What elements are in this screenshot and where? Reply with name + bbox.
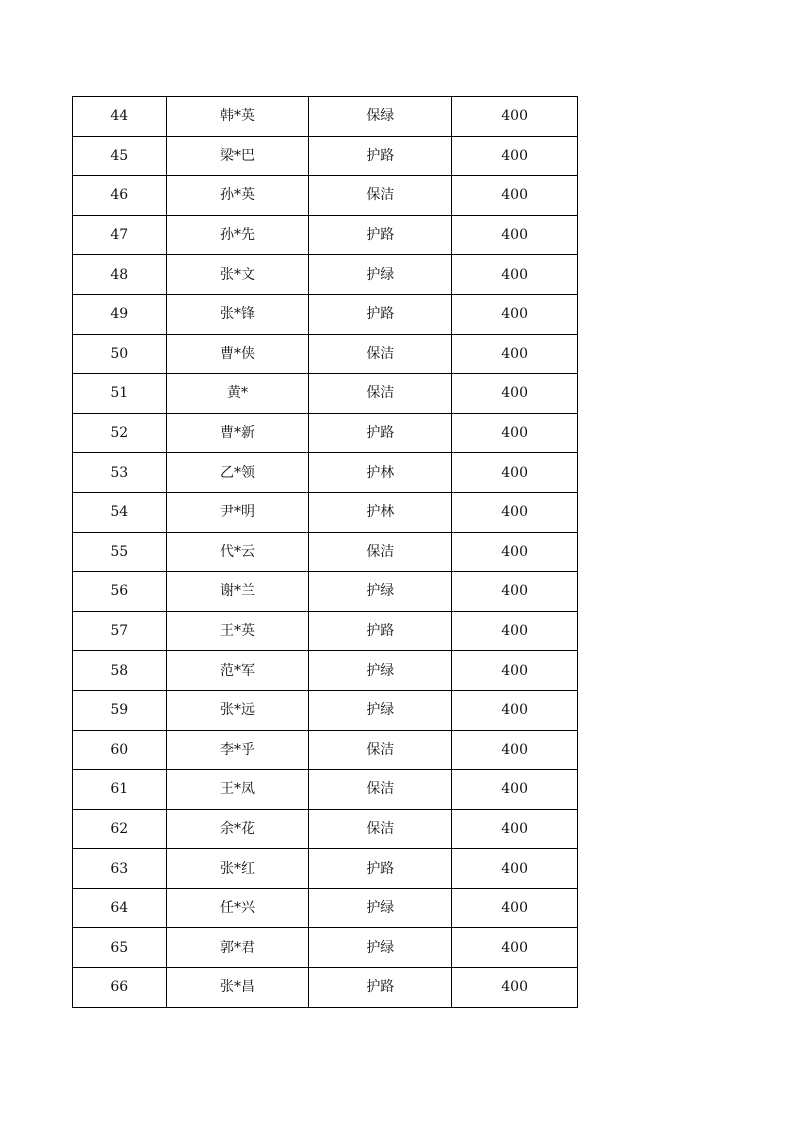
row-number-cell: 44 — [73, 97, 167, 137]
amount-cell: 400 — [452, 809, 578, 849]
amount-cell: 400 — [452, 492, 578, 532]
name-cell: 曹*新 — [166, 413, 309, 453]
table-row — [73, 730, 578, 770]
table-row — [73, 136, 578, 176]
row-number-cell: 48 — [73, 255, 167, 295]
table-row — [73, 572, 578, 612]
amount-cell: 400 — [452, 690, 578, 730]
name-cell: 尹*明 — [166, 492, 309, 532]
row-number-cell: 46 — [73, 176, 167, 216]
table-row — [73, 374, 578, 414]
table-row — [73, 770, 578, 810]
row-number-cell: 47 — [73, 215, 167, 255]
row-number-cell: 56 — [73, 572, 167, 612]
job-type-cell: 护路 — [309, 413, 452, 453]
table-row — [73, 849, 578, 889]
name-cell: 张*锋 — [166, 294, 309, 334]
row-number-cell: 54 — [73, 492, 167, 532]
name-cell: 余*花 — [166, 809, 309, 849]
job-type-cell: 护绿 — [309, 651, 452, 691]
row-number-cell: 50 — [73, 334, 167, 374]
job-type-cell: 保洁 — [309, 334, 452, 374]
job-type-cell: 护路 — [309, 849, 452, 889]
table-row — [73, 294, 578, 334]
job-type-cell: 保洁 — [309, 770, 452, 810]
row-number-cell: 62 — [73, 809, 167, 849]
name-cell: 孙*先 — [166, 215, 309, 255]
job-type-cell: 护路 — [309, 215, 452, 255]
table-row — [73, 651, 578, 691]
name-cell: 张*红 — [166, 849, 309, 889]
job-type-cell: 保洁 — [309, 176, 452, 216]
amount-cell: 400 — [452, 968, 578, 1008]
amount-cell: 400 — [452, 611, 578, 651]
row-number-cell: 58 — [73, 651, 167, 691]
job-type-cell: 护路 — [309, 294, 452, 334]
name-cell: 范*军 — [166, 651, 309, 691]
job-type-cell: 保绿 — [309, 97, 452, 137]
amount-cell: 400 — [452, 572, 578, 612]
row-number-cell: 55 — [73, 532, 167, 572]
amount-cell: 400 — [452, 413, 578, 453]
name-cell: 张*文 — [166, 255, 309, 295]
table-row — [73, 255, 578, 295]
job-type-cell: 护林 — [309, 492, 452, 532]
job-type-cell: 护路 — [309, 611, 452, 651]
table-row — [73, 611, 578, 651]
amount-cell: 400 — [452, 651, 578, 691]
name-cell: 韩*英 — [166, 97, 309, 137]
name-cell: 孙*英 — [166, 176, 309, 216]
name-cell: 王*英 — [166, 611, 309, 651]
row-number-cell: 57 — [73, 611, 167, 651]
job-type-cell: 护绿 — [309, 690, 452, 730]
name-cell: 黄* — [166, 374, 309, 414]
table-row — [73, 532, 578, 572]
name-cell: 曹*侠 — [166, 334, 309, 374]
table-row — [73, 888, 578, 928]
job-type-cell: 护绿 — [309, 928, 452, 968]
table-row — [73, 809, 578, 849]
job-type-cell: 护绿 — [309, 572, 452, 612]
row-number-cell: 66 — [73, 968, 167, 1008]
row-number-cell: 49 — [73, 294, 167, 334]
name-cell: 任*兴 — [166, 888, 309, 928]
row-number-cell: 53 — [73, 453, 167, 493]
name-cell: 代*云 — [166, 532, 309, 572]
table-row — [73, 176, 578, 216]
amount-cell: 400 — [452, 453, 578, 493]
table-row — [73, 928, 578, 968]
amount-cell: 400 — [452, 849, 578, 889]
job-type-cell: 护绿 — [309, 255, 452, 295]
job-type-cell: 护路 — [309, 136, 452, 176]
row-number-cell: 45 — [73, 136, 167, 176]
name-cell: 谢*兰 — [166, 572, 309, 612]
amount-cell: 400 — [452, 215, 578, 255]
job-type-cell: 护林 — [309, 453, 452, 493]
row-number-cell: 64 — [73, 888, 167, 928]
row-number-cell: 65 — [73, 928, 167, 968]
job-type-cell: 保洁 — [309, 809, 452, 849]
row-number-cell: 52 — [73, 413, 167, 453]
name-cell: 张*远 — [166, 690, 309, 730]
amount-cell: 400 — [452, 532, 578, 572]
amount-cell: 400 — [452, 770, 578, 810]
name-cell: 李*乎 — [166, 730, 309, 770]
job-type-cell: 保洁 — [309, 532, 452, 572]
job-type-cell: 护绿 — [309, 888, 452, 928]
row-number-cell: 61 — [73, 770, 167, 810]
table-row — [73, 97, 578, 137]
job-type-cell: 保洁 — [309, 730, 452, 770]
table-row — [73, 690, 578, 730]
name-cell: 梁*巴 — [166, 136, 309, 176]
table-row — [73, 334, 578, 374]
row-number-cell: 60 — [73, 730, 167, 770]
job-type-cell: 护路 — [309, 968, 452, 1008]
amount-cell: 400 — [452, 730, 578, 770]
name-cell: 乙*领 — [166, 453, 309, 493]
roster-table-body — [73, 97, 578, 1008]
roster-table — [72, 96, 578, 1008]
row-number-cell: 59 — [73, 690, 167, 730]
row-number-cell: 51 — [73, 374, 167, 414]
name-cell: 郭*君 — [166, 928, 309, 968]
row-number-cell: 63 — [73, 849, 167, 889]
amount-cell: 400 — [452, 888, 578, 928]
name-cell: 张*昌 — [166, 968, 309, 1008]
table-row — [73, 453, 578, 493]
name-cell: 王*凤 — [166, 770, 309, 810]
amount-cell: 400 — [452, 176, 578, 216]
amount-cell: 400 — [452, 374, 578, 414]
amount-cell: 400 — [452, 334, 578, 374]
table-row — [73, 492, 578, 532]
table-row — [73, 968, 578, 1008]
table-row — [73, 215, 578, 255]
amount-cell: 400 — [452, 928, 578, 968]
amount-cell: 400 — [452, 97, 578, 137]
job-type-cell: 保洁 — [309, 374, 452, 414]
amount-cell: 400 — [452, 136, 578, 176]
amount-cell: 400 — [452, 294, 578, 334]
amount-cell: 400 — [452, 255, 578, 295]
table-row — [73, 413, 578, 453]
